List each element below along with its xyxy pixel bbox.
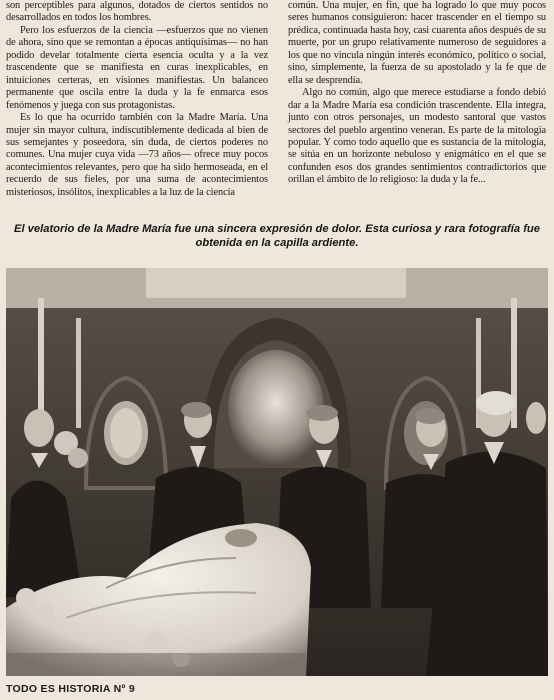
article-body [6,0,548,212]
paragraph: Algo no común, algo que merece estudiarse a fondo debió dar a la Madre María esa condición trascendente. Ella integra, junto con otros personajes, un modesto santoral que vastos sectores del pueblo argentino veneran. Es parte de la mitología popular. Y como todo aquello que es sustancia de la mitología, se sitúa en un horizonte nebuloso y enigmático en el que se confunden esos dos grandes sentimientos contradictorios que orillan el ámbito de lo religioso: la duda y la fe... [288,87,546,186]
photo-caption: El velatorio de la Madre María fue una sincera expresión de dolor. Esta curiosa y rara fotografía fue obtenida en la capilla ardiente. [14,223,540,249]
magazine-footer: TODO ES HISTORIA Nº 9 [6,683,135,695]
article-column-right [288,0,546,187]
paragraph: son perceptibles para algunos, dotados de ciertos sentidos no desarrollados en todos los hombres. [6,0,268,24]
wake-photograph-illustration [6,268,548,676]
paragraph: común. Una mujer, en fin, que ha logrado lo que muy pocos seres humanos consiguieron: hacer trascender en el tiempo su prédica, continuada hasta hoy, casi cuarenta años después de su muerte, por un grupo relativamente numeroso de seguidores a los que no vincula ningún interés económico, político o social, sino, simplemente, la fuerza de su apostolado y la fe que de ella se desprendía. [288,0,546,86]
paragraph: Es lo que ha ocurrido también con la Madre María. Una mujer sin mayor cultura, indiscutiblemente dedicada al bien de sus semejantes y poseedora, sin duda, de ciertos poderes no comunes. Una mujer cuya vida —73 años— ofrece muy pocos acontecimientos relevantes, pero que ha sido hermoseada, en el recuerdo de sus fieles, por una suma de acontecimientos misteriosos, insólitos, inexplicables a la luz de la ciencia [6,112,268,198]
paragraph: Pero los esfuerzos de la ciencia —esfuerzos que no vienen de ahora, sino que se remontan a épocas antiquísimas— no han podido develar totalmente cierta esencia oculta y a la vez trascendente que se manifiesta en curas inexplicables, en intuiciones certeras, en visiones manifiestas. Un balanceo permanente que oscila entre la duda y la fe enmarca esos fenómenos y juega con sus protagonistas. [6,24,268,111]
wake-photograph [6,268,548,676]
article-column-left [6,0,268,199]
